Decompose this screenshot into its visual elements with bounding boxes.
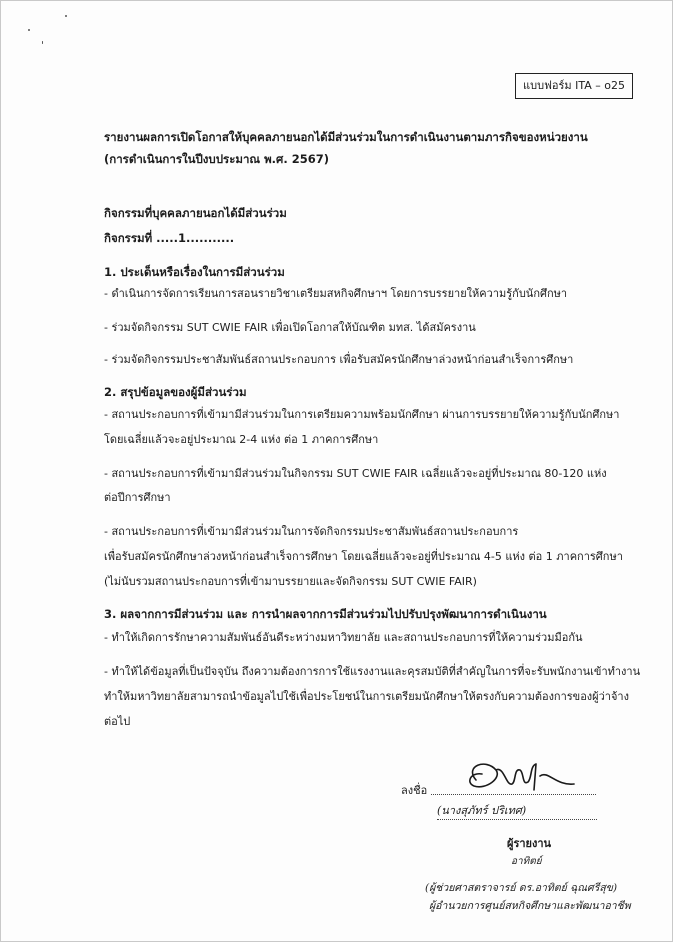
section3-paragraph1: - ทำให้เกิดการรักษาความสัมพันธ์อันดีระหว่างมหาวิทยาลัย และสถานประกอบการที่ให้ความร่วมมือกัน (104, 631, 583, 644)
section2-paragraph3-note: (ไม่นับรวมสถานประกอบการที่เข้ามาบรรยายและจัดกิจกรรม SUT CWIE FAIR) (104, 575, 477, 588)
report-title: รายงานผลการเปิดโอกาสให้บุคคลภายนอกได้มีส่วนร่วมในการดำเนินงานตามภารกิจของหน่วยงาน (104, 130, 588, 144)
section2-paragraph1-cont: โดยเฉลี่ยแล้วจะอยู่ประมาณ 2-4 แห่ง ต่อ 1 ภาคการศึกษา (104, 433, 379, 446)
scan-speck (28, 29, 30, 31)
section2-paragraph1: - สถานประกอบการที่เข้ามามีส่วนร่วมในการเตรียมความพร้อมนักศึกษา ผ่านการบรรยายให้ความรู้กับนักศึกษา (104, 408, 620, 421)
activity-heading: กิจกรรมที่บุคคลภายนอกได้มีส่วนร่วม (104, 206, 287, 220)
section2-paragraph3: - สถานประกอบการที่เข้ามามีส่วนร่วมในการจัดกิจกรรมประชาสัมพันธ์สถานประกอบการ (104, 525, 519, 538)
handwritten-name: (นางสุภัทร์ ปริเทศ) (437, 804, 527, 817)
scan-speck (42, 41, 43, 44)
section3-heading: 3. ผลจากการมีส่วนร่วม และ การนำผลจากการมีส่วนร่วมไปปรับปรุงพัฒนาการดำเนินงาน (104, 607, 547, 621)
section2-paragraph2-cont: ต่อปีการศึกษา (104, 491, 171, 504)
activity-number: กิจกรรมที่ .....1........... (104, 231, 235, 245)
section2-paragraph3-cont: เพื่อรับสมัครนักศึกษาล่วงหน้าก่อนสำเร็จการศึกษา โดยเฉลี่ยแล้วจะอยู่ที่ประมาณ 4-5 แห่ง ต่อ 1 ภาคการศึกษา (104, 550, 623, 563)
section3-paragraph2-end: ต่อไป (104, 715, 131, 728)
form-code-box: แบบฟอร์ม ITA – o25 (515, 73, 633, 99)
handwritten-signature (456, 756, 586, 798)
name-line (437, 819, 597, 820)
approver-name: (ผู้ช่วยศาสตราจารย์ ดร.อาทิตย์ ฉุณศรีสุข) (425, 882, 618, 894)
section1-heading: 1. ประเด็นหรือเรื่องในการมีส่วนร่วม (104, 265, 285, 279)
approver-position: ผู้อำนวยการศูนย์สหกิจศึกษาและพัฒนาอาชีพ (429, 900, 631, 912)
handwritten-acknowledgement: อาทิตย์ (511, 856, 542, 867)
scan-speck (65, 15, 67, 17)
section2-paragraph2: - สถานประกอบการที่เข้ามามีส่วนร่วมในกิจกรรม SUT CWIE FAIR เฉลี่ยแล้วจะอยู่ที่ประมาณ 80-120 แห่ง (104, 467, 607, 480)
sign-label: ลงชื่อ (401, 784, 428, 797)
section1-item: - ร่วมจัดกิจกรรม SUT CWIE FAIR เพื่อเปิดโอกาสให้บัณฑิต มทส. ได้สมัครงาน (104, 321, 476, 334)
reporter-label: ผู้รายงาน (507, 837, 552, 850)
report-subtitle: (การดำเนินการในปีงบประมาณ พ.ศ. 2567) (104, 152, 329, 166)
section3-paragraph2: - ทำให้ได้ข้อมูลที่เป็นปัจจุบัน ถึงความต้องการการใช้แรงงานและคุรสมบัติที่สำคัญในการที่จะรับพนักงานเข้าทำงาน (104, 665, 641, 678)
section2-heading: 2. สรุปข้อมูลของผู้มีส่วนร่วม (104, 385, 247, 399)
section1-item: - ดำเนินการจัดการเรียนการสอนรายวิชาเตรียมสหกิจศึกษาฯ โดยการบรรยายให้ความรู้กับนักศึกษา (104, 287, 568, 300)
section3-paragraph2-cont: ทำให้มหาวิทยาลัยสามารถนำข้อมูลไปใช้เพื่อประโยชน์ในการเตรียมนักศึกษาให้ตรงกับความต้องการของผู้ว่าจ้าง (104, 690, 629, 703)
section1-item: - ร่วมจัดกิจกรรมประชาสัมพันธ์สถานประกอบการ เพื่อรับสมัครนักศึกษาล่วงหน้าก่อนสำเร็จการศึกษา (104, 353, 574, 366)
